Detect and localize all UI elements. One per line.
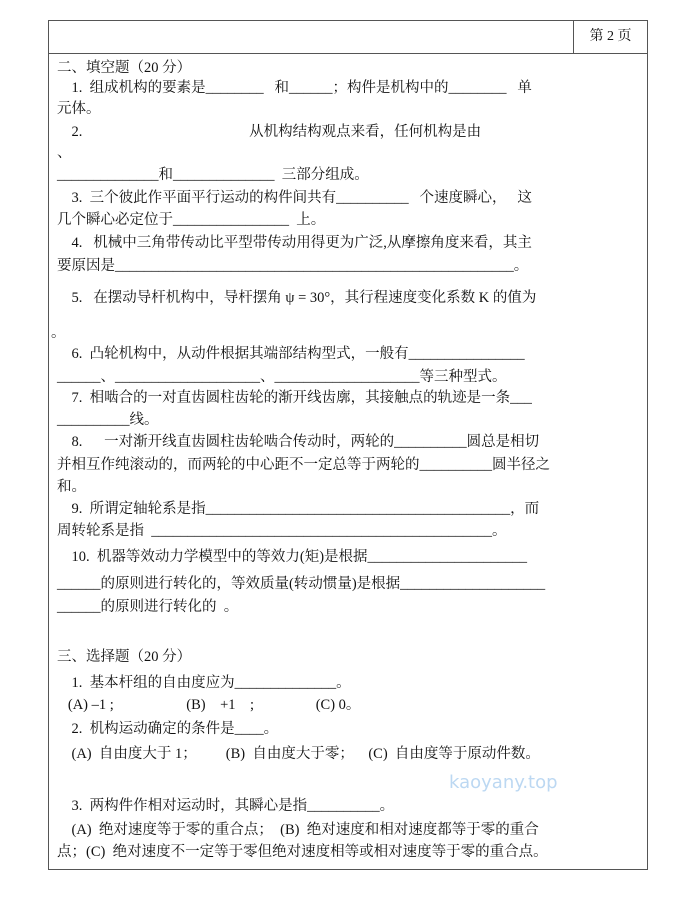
question-line: 2. 机构运动确定的条件是____。 <box>57 721 279 737</box>
section-title: 二、填空题（20 分） <box>57 60 192 76</box>
question-line: 几个瞬心必定位于________________ 上。 <box>57 212 326 228</box>
question-line: 、 <box>57 145 72 161</box>
question-line: 10. 机器等效动力学模型中的等效力(矩)是根据______________________ <box>57 549 528 565</box>
question-line: 元体。 <box>57 101 101 117</box>
page-number: 第 2 页 <box>573 21 647 53</box>
question-line: 1. 基本杆组的自由度应为______________。 <box>57 675 351 691</box>
question-line: 周转轮系是指 _______________________________________________。 <box>57 523 507 539</box>
option-line: (A) –1 ; (B) +1 ; (C) 0。 <box>57 697 361 713</box>
question-line: __________线。 <box>57 412 159 428</box>
question-line: ______________和______________ 三部分组成。 <box>57 167 369 183</box>
option-line: 点；(C) 绝对速度不一定等于零但绝对速度相等或相对速度等于零的重合点。 <box>57 844 548 860</box>
question-line: 9. 所谓定轴轮系是指__________________________________________，而 <box>57 501 540 517</box>
question-line: 6. 凸轮机构中，从动件根据其端部结构型式，一般有________________ <box>57 346 525 362</box>
question-line: 7. 相啮合的一对直齿圆柱齿轮的渐开线齿廓，其接触点的轨迹是一条___ <box>57 390 532 406</box>
question-line: ______的原则进行转化的 。 <box>57 599 239 615</box>
question-line: 要原因是_______________________________________________________。 <box>57 258 529 274</box>
question-line: 并相互作纯滚动的，而两轮的中心距不一定总等于两轮的__________圆半径之 <box>57 457 550 473</box>
option-line: (A) 绝对速度等于零的重合点； (B) 绝对速度和相对速度都等于零的重合 <box>57 822 539 838</box>
question-line: ______、____________________、____________________等三种型式。 <box>57 369 507 385</box>
question-line: 和。 <box>57 479 86 495</box>
question-line: 4. 机械中三角带传动比平型带传动用得更为广泛,从摩擦角度来看，其主 <box>57 235 532 251</box>
watermark: kaoyany.top <box>449 772 558 793</box>
question-line: 5. 在摆动导杆机构中，导杆摆角 ψ = 30°，其行程速度变化系数 K 的值为 <box>57 290 537 306</box>
question-line: 2. 从机构结构观点来看，任何机构是由 <box>57 124 482 140</box>
question-line: 3. 两构件作相对运动时，其瞬心是指__________。 <box>57 798 395 814</box>
question-line: 1. 组成机构的要素是________ 和______；构件是机构中的________ 单 <box>57 80 532 96</box>
option-line: (A) 自由度大于 1； (B) 自由度大于零； (C) 自由度等于原动件数。 <box>57 746 540 762</box>
question-line: ______的原则进行转化的，等效质量(转动惯量)是根据____________________ <box>57 576 546 592</box>
question-line: 3. 三个彼此作平面平行运动的构件间共有__________ 个速度瞬心， 这 <box>57 190 532 206</box>
question-line: 。 <box>51 325 66 341</box>
section-title: 三、选择题（20 分） <box>57 649 192 665</box>
page-header <box>49 21 647 54</box>
exam-page-frame <box>48 20 648 870</box>
question-line: 8. 一对渐开线直齿圆柱齿轮啮合传动时，两轮的__________圆总是相切 <box>57 434 540 450</box>
